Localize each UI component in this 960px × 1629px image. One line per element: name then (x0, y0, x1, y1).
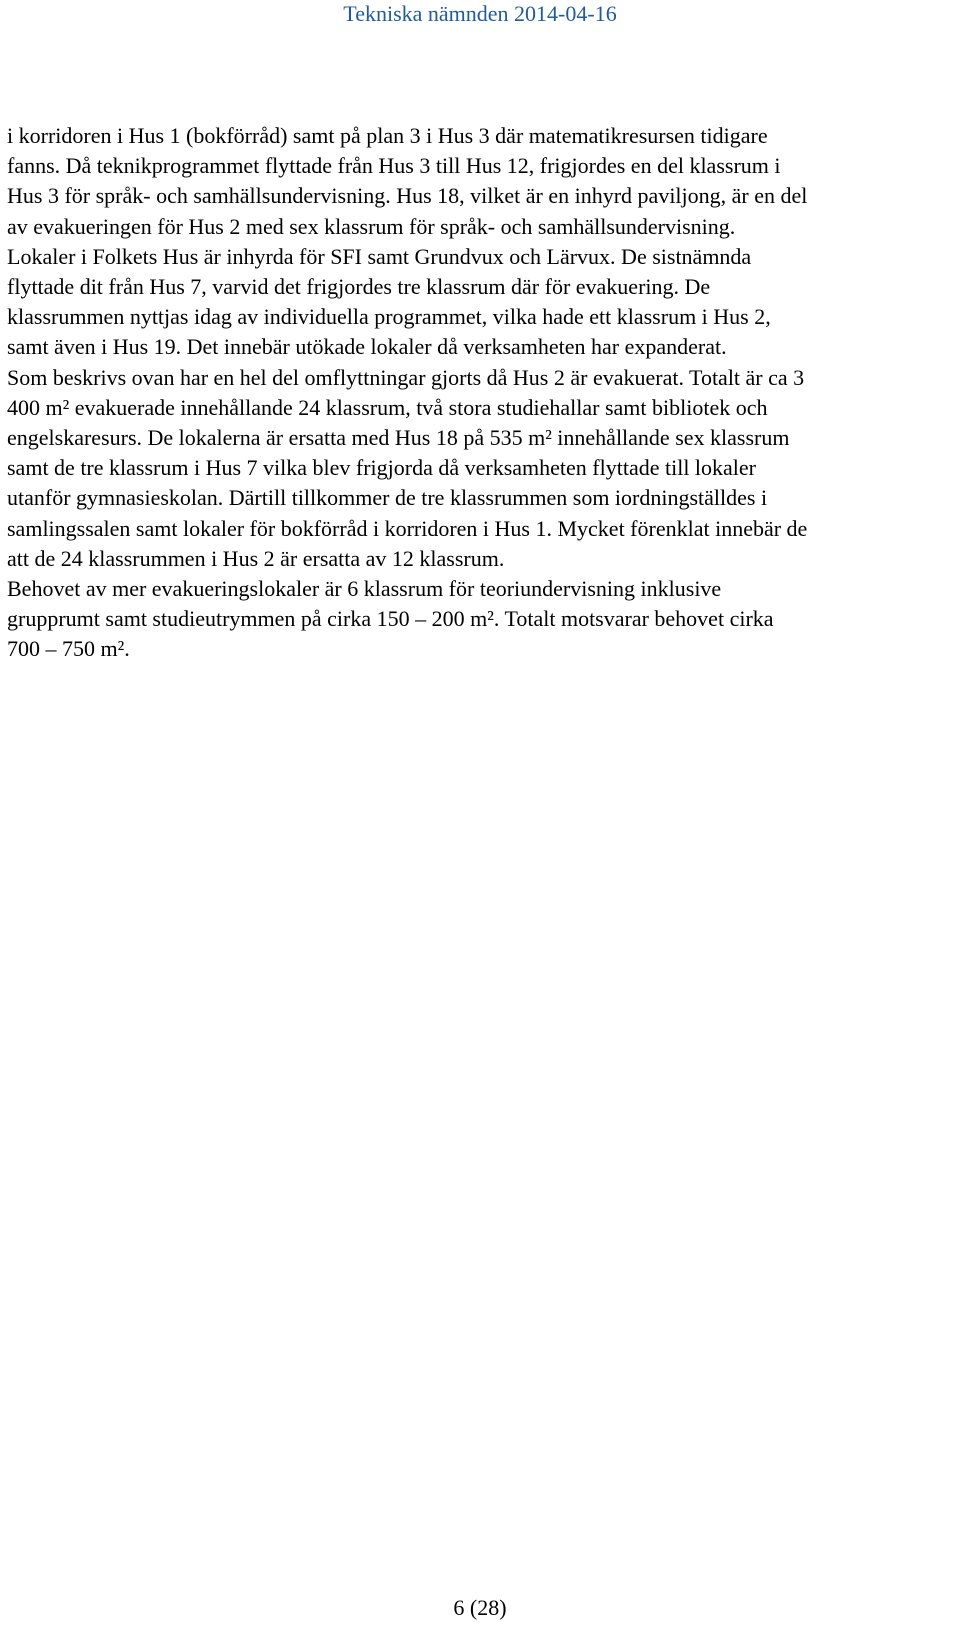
text-line: 400 m² evakuerade innehållande 24 klassrum, två stora studiehallar samt bibliotek och (7, 394, 768, 420)
text-line: utanför gymnasieskolan. Därtill tillkommer de tre klassrummen som iordningställdes i (7, 485, 768, 511)
text-line: av evakueringen för Hus 2 med sex klassrum för språk- och samhällsundervisning. (7, 213, 736, 239)
page-number: 6 (28) (453, 1595, 507, 1620)
text-line: klassrummen nyttjas idag av individuella programmet, vilka hade ett klassrum i Hus 2, (7, 304, 771, 330)
text-line: i korridoren i Hus 1 (bokförråd) samt på plan 3 i Hus 3 där matematikresursen tidigare (7, 123, 768, 148)
text-line: Hus 3 för språk- och samhällsundervisning. Hus 18, vilket är en inhyrd paviljong, är en del (7, 183, 808, 209)
text-line: samt de tre klassrum i Hus 7 vilka blev frigjorda då verksamheten flyttade till lokaler (7, 455, 757, 481)
text-line: engelskaresurs. De lokalerna är ersatta med Hus 18 på 535 m² innehållande sex klassrum (7, 425, 790, 451)
text-line: samt även i Hus 19. Det innebär utökade lokaler då verksamheten har expanderat. (7, 334, 727, 360)
text-line: Behovet av mer evakueringslokaler är 6 klassrum för teoriundervisning inklusive (7, 576, 722, 602)
page-header: Tekniska nämnden 2014-04-16 (343, 1, 617, 26)
text-line: att de 24 klassrummen i Hus 2 är ersatta av 12 klassrum. (7, 545, 505, 571)
text-line: samlingssalen samt lokaler för bokförråd i korridoren i Hus 1. Mycket förenklat innebär de (7, 515, 808, 541)
text-line: fanns. Då teknikprogrammet flyttade från Hus 3 till Hus 12, frigjordes en del klassrum i (7, 153, 781, 179)
text-line: flyttade dit från Hus 7, varvid det frigjordes tre klassrum där för evakuering. De (7, 274, 711, 300)
body-text (7, 121, 959, 665)
text-line: Lokaler i Folkets Hus är inhyrda för SFI samt Grundvux och Lärvux. De sistnämnda (7, 243, 752, 269)
text-line: Som beskrivs ovan har en hel del omflyttningar gjorts då Hus 2 är evakuerat. Totalt är ca 3 (7, 364, 805, 390)
text-line: 700 – 750 m². (7, 636, 130, 662)
text-line: grupprumt samt studieutrymmen på cirka 150 – 200 m². Totalt motsvarar behovet cirka (7, 606, 774, 632)
